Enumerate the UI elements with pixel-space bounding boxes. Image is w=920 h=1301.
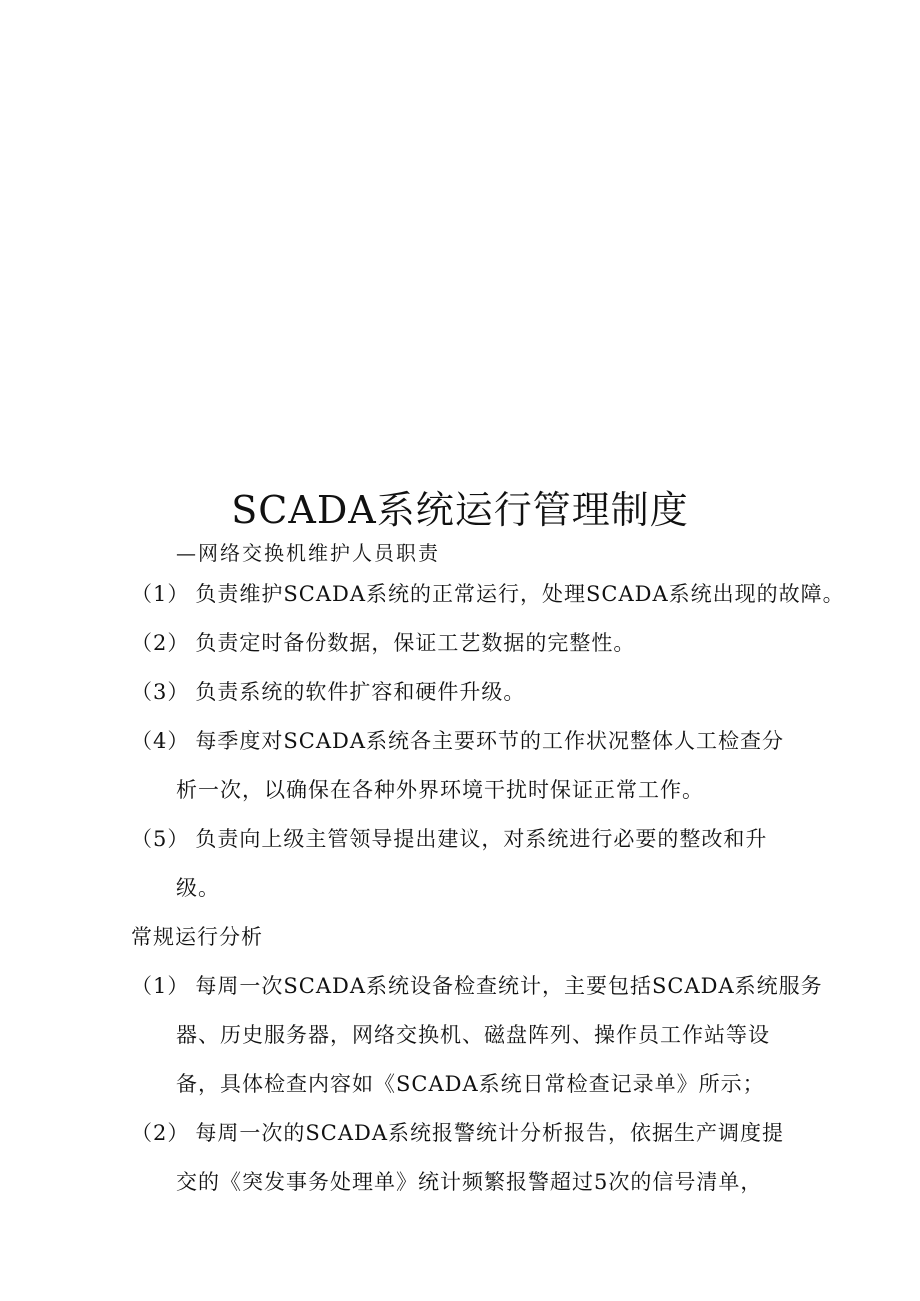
analysis-item-1-continuation: 备，具体检查内容如《SCADA系统日常检查记录单》所示； — [176, 1072, 765, 1096]
duty-item-4 — [131, 725, 784, 757]
duty-item-5 — [131, 823, 767, 855]
analysis-item-1-continuation: 器、历史服务器，网络交换机、磁盘阵列、操作员工作站等设 — [176, 1023, 770, 1047]
duty-item-3 — [131, 676, 525, 708]
duty-item-2 — [131, 627, 635, 659]
analysis-text: 每周一次的SCADA系统报警统计分析报告，依据生产调度提 — [195, 1121, 784, 1145]
analysis-number: （2） — [131, 1121, 190, 1145]
duty-item-5-continuation: 级。 — [176, 876, 220, 900]
analysis-item-2-continuation: 交的《突发事务处理单》统计频繁报警超过5次的信号清单， — [176, 1170, 763, 1194]
duty-number: （5） — [131, 827, 190, 851]
duty-text: 负责定时备份数据，保证工艺数据的完整性。 — [195, 631, 636, 655]
duty-number: （3） — [131, 680, 190, 704]
duty-text: 负责系统的软件扩容和硬件升级。 — [195, 680, 526, 704]
analysis-number: （1） — [131, 974, 190, 998]
duty-number: （4） — [131, 729, 190, 753]
section-heading: 常规运行分析 — [131, 925, 263, 949]
duty-item-1 — [131, 578, 845, 610]
duty-text: 负责向上级主管领导提出建议，对系统进行必要的整改和升 — [195, 827, 768, 851]
document-subtitle: —网络交换机维护人员职责 — [176, 541, 440, 565]
duty-number: （2） — [131, 631, 190, 655]
duty-text: 负责维护SCADA系统的正常运行，处理SCADA系统出现的故障。 — [195, 582, 845, 606]
duty-text: 每季度对SCADA系统各主要环节的工作状况整体人工检查分 — [195, 729, 784, 753]
duty-item-4-continuation: 析一次，以确保在各种外界环境干扰时保证正常工作。 — [176, 778, 704, 802]
analysis-item-2 — [131, 1117, 784, 1149]
document-title: SCADA系统运行管理制度 — [231, 488, 689, 532]
analysis-text: 每周一次SCADA系统设备检查统计，主要包括SCADA系统服务 — [195, 974, 823, 998]
analysis-item-1 — [131, 970, 823, 1002]
duty-number: （1） — [131, 582, 190, 606]
